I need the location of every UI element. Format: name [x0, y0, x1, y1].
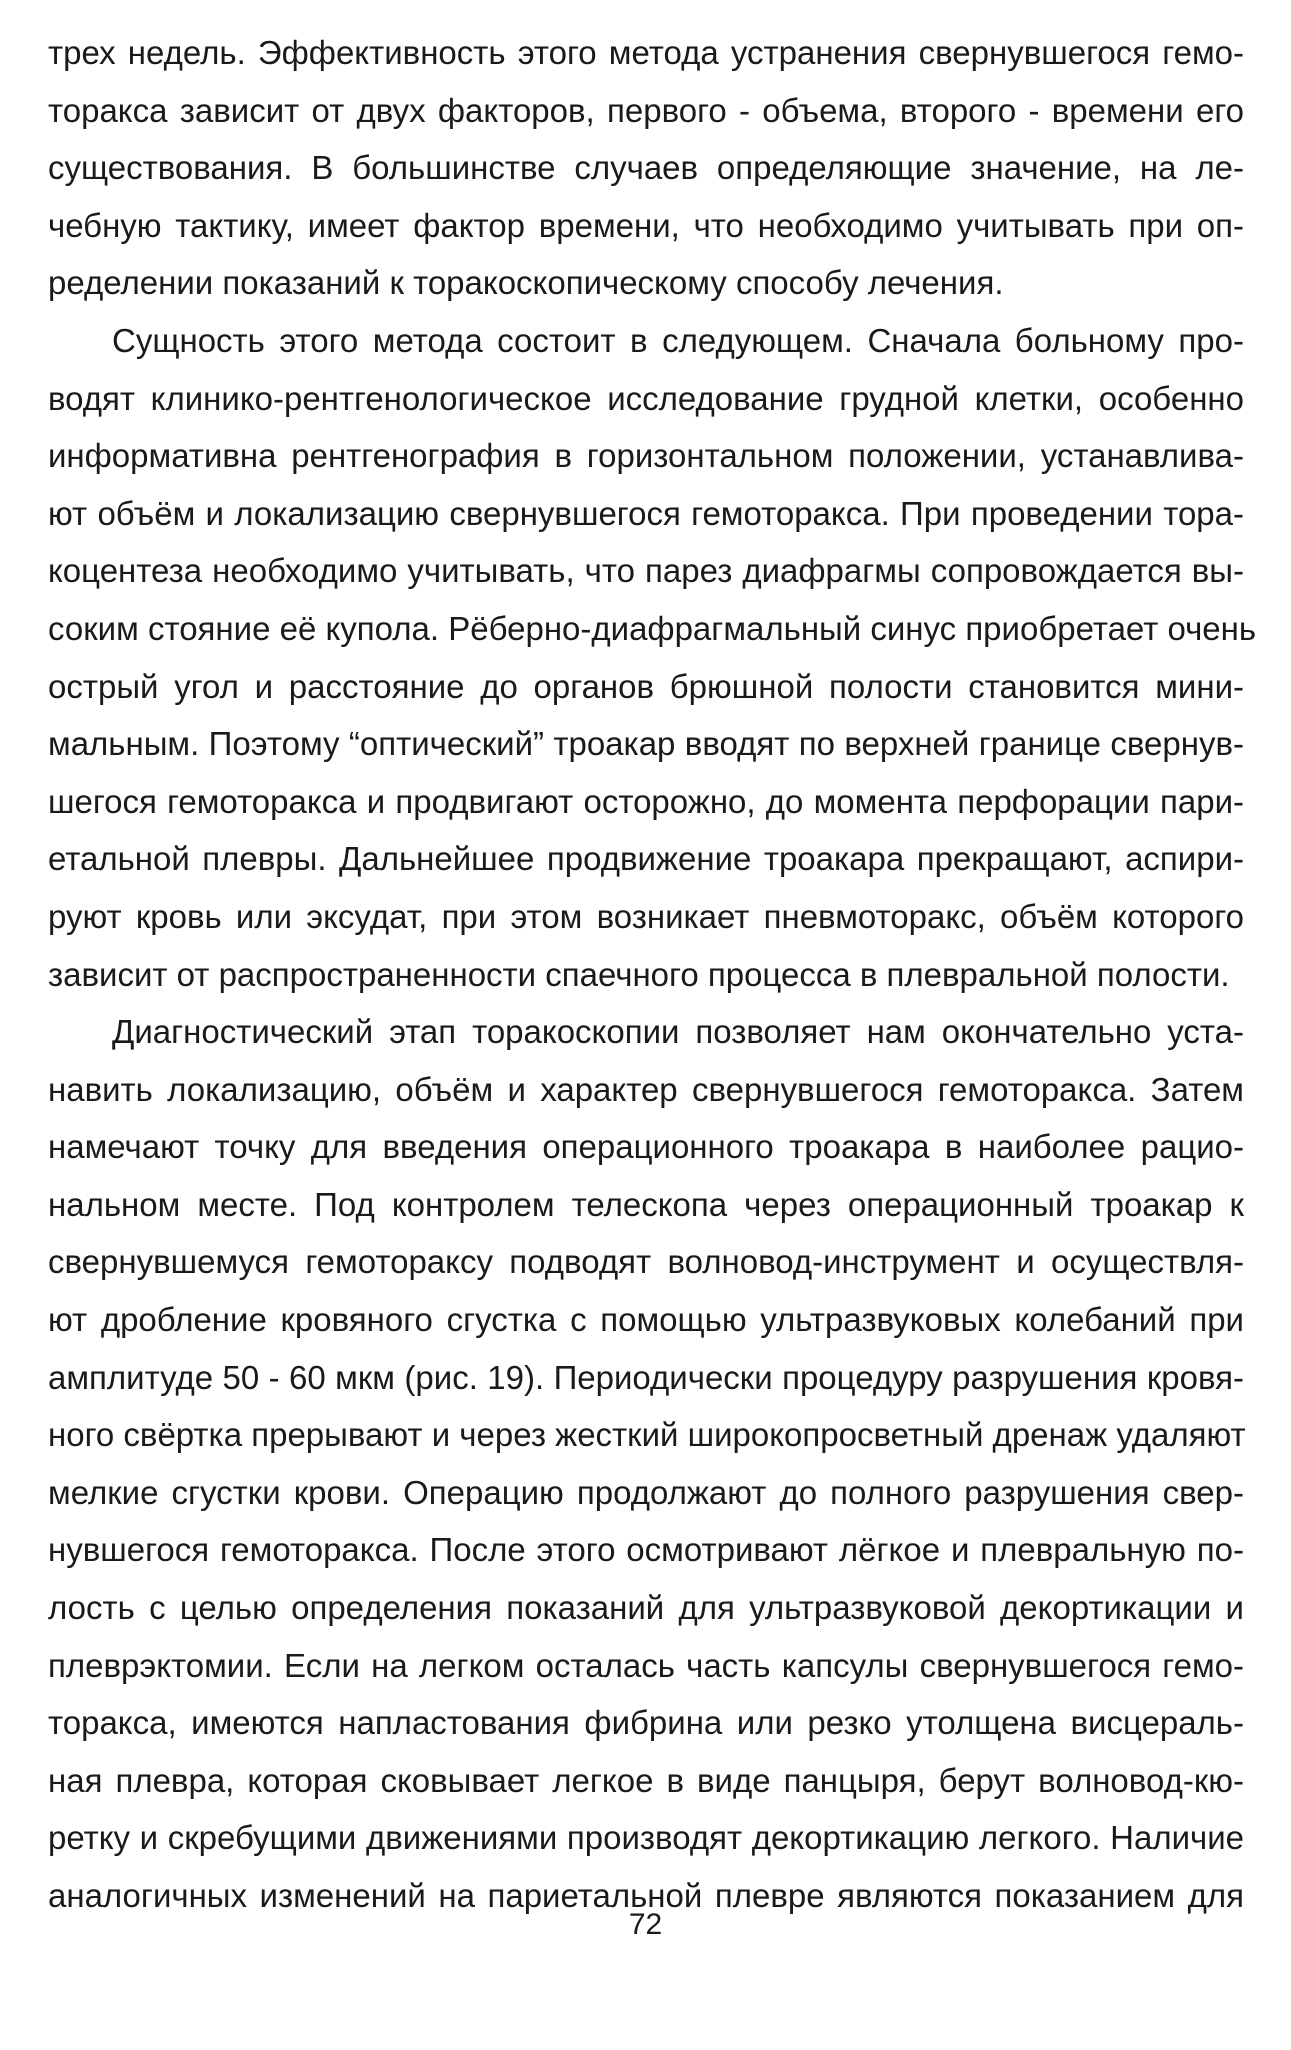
text-line: намечают точку для введения операционного троакара в наиболее рацио- — [48, 1128, 1244, 1166]
text-line: мальным. Поэтому “оптический” троакар вводят по верхней границе свернув- — [48, 725, 1244, 763]
text-line: Диагностический этап торакоскопии позволяет нам окончательно уста- — [112, 1013, 1244, 1051]
text-line: острый угол и расстояние до органов брюшной полости становится мини- — [48, 667, 1244, 705]
text-line: трех недель. Эффективность этого метода устранения свернувшегося гемо- — [48, 34, 1244, 71]
text-line: плеврэктомии. Если на легком осталась часть капсулы свернувшегося гемо- — [48, 1646, 1244, 1684]
page-number: 72 — [628, 1908, 663, 1941]
text-line: существования. В большинстве случаев определяющие значение, на ле- — [48, 149, 1244, 187]
text-line: руют кровь или эксудат, при этом возникает пневмоторакс, объём которого — [48, 897, 1244, 935]
text-line: амплитуде 50 - 60 мкм (рис. 19). Периодически процедуру разрушения кровя- — [48, 1358, 1244, 1396]
text-line: мелкие сгустки крови. Операцию продолжают до полного разрушения свер- — [48, 1473, 1244, 1511]
text-line: аналогичных изменений на париетальной плевре являются показанием для — [48, 1877, 1244, 1914]
paragraph — [48, 24, 1244, 312]
text-line: ретку и скребущими движениями производят декортикацию легкого. Наличие — [48, 1819, 1244, 1857]
text-line: информативна рентгенография в горизонтальном положении, устанавлива- — [48, 437, 1244, 475]
paragraph — [48, 312, 1257, 1003]
text-line: чебную тактику, имеет фактор времени, что необходимо учитывать при оп- — [48, 206, 1244, 244]
text-line: нувшегося гемоторакса. После этого осмотривают лёгкое и плевральную по- — [48, 1531, 1244, 1569]
text-line: зависит от распространенности спаечного процесса в плевральной полости. — [48, 955, 1230, 993]
text-line: Сущность этого метода состоит в следующем. Сначала больному про- — [112, 321, 1244, 359]
text-line: шегося гемоторакса и продвигают осторожно, до момента перфорации пари- — [48, 782, 1244, 820]
text-line: ют объём и локализацию свернувшегося гемоторакса. При проведении тора- — [48, 494, 1244, 532]
text-line: торакса зависит от двух факторов, первого - объема, второго - времени его — [48, 91, 1244, 129]
text-line: водят клинико-рентгенологическое исследование грудной клетки, особенно — [48, 379, 1244, 417]
text-line: ределении показаний к торакоскопическому способу лечения. — [48, 264, 1004, 302]
text-line: ная плевра, которая сковывает легкое в виде панцыря, берут волновод-кю- — [48, 1761, 1244, 1799]
text-line: лость с целью определения показаний для ультразвуковой декортикации и — [48, 1589, 1244, 1627]
text-line: ного свёртка прерывают и через жесткий широкопросветный дренаж удаляют — [48, 1416, 1246, 1454]
text-line: етальной плевры. Дальнейшее продвижение троакара прекращают, аспири- — [48, 840, 1244, 878]
paragraph — [48, 1003, 1244, 1925]
text-line: нальном месте. Под контролем телескопа через операционный троакар к — [48, 1185, 1244, 1223]
text-line: торакса, имеются напластования фибрина или резко утолщена висцераль- — [48, 1704, 1244, 1742]
text-line: коцентеза необходимо учитывать, что парез диафрагмы сопровождается вы- — [48, 552, 1244, 590]
text-line: навить локализацию, объём и характер свернувшегося гемоторакса. Затем — [48, 1070, 1244, 1108]
body-text — [48, 24, 1257, 1925]
text-line: свернувшемуся гемотораксу подводят волновод-инструмент и осуществля- — [48, 1243, 1244, 1281]
text-line: ют дробление кровяного сгустка с помощью ультразвуковых колебаний при — [48, 1301, 1244, 1339]
text-line: соким стояние её купола. Рёберно-диафрагмальный синус приобретает очень — [48, 609, 1257, 647]
